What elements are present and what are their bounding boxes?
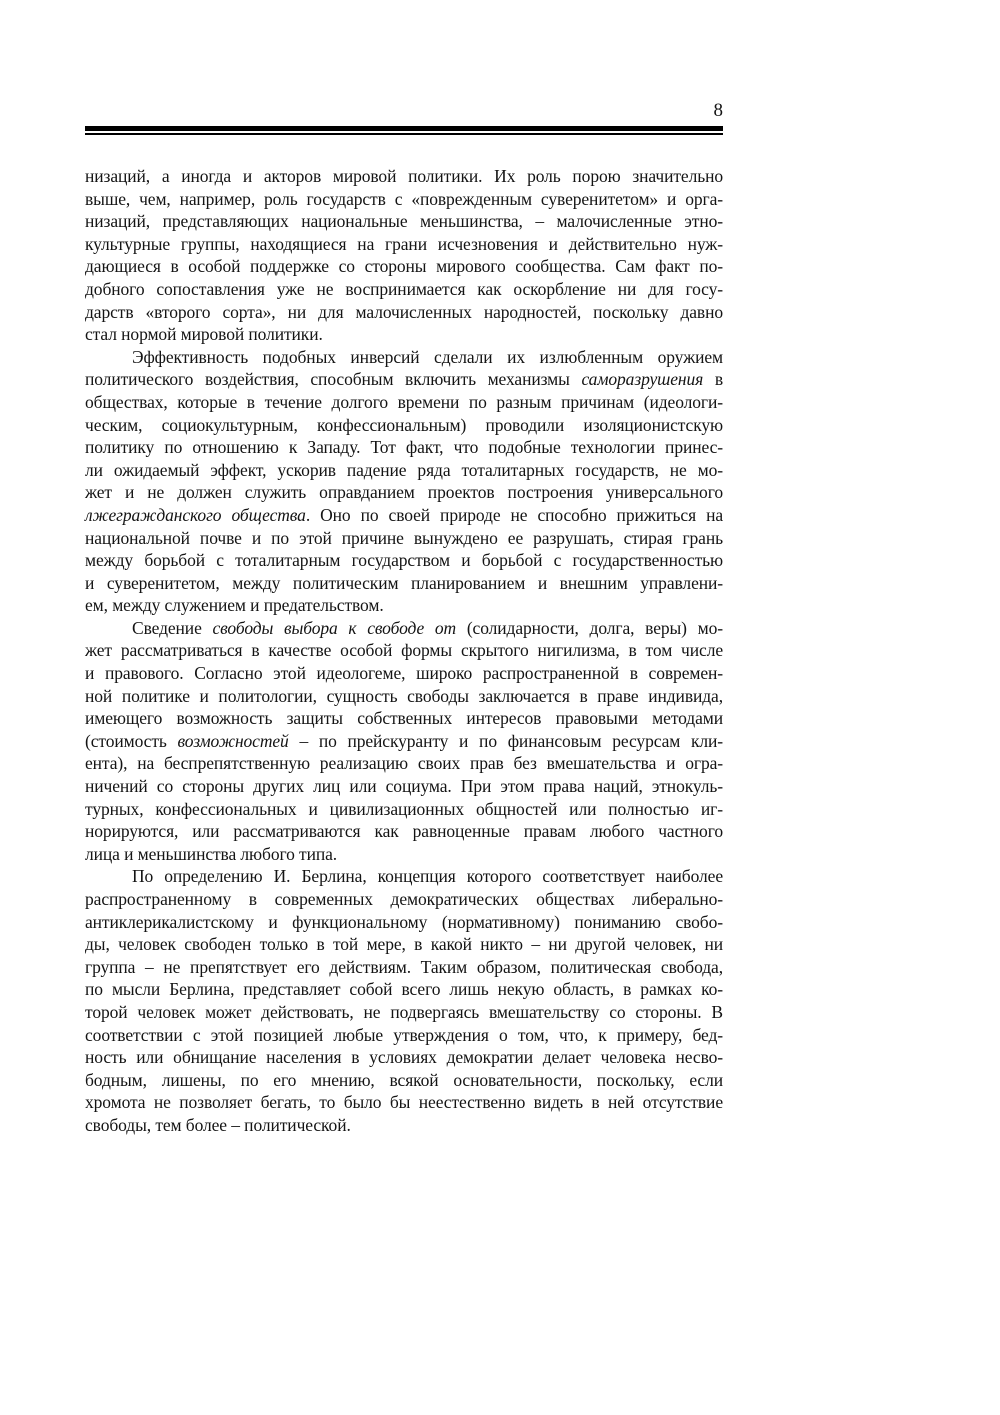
page-number: 8 — [713, 100, 723, 121]
text-line: турных, конфессиональных и цивилизационных общностей или полностью иг- — [85, 798, 723, 819]
text-line: (стоимость возможностей – по прейскуранту и по финансовым ресурсам кли- — [85, 730, 723, 751]
text-line: ничений со стороны других лиц или социума. При этом права наций, этнокуль- — [85, 776, 723, 797]
text-line: добного сопоставления уже не воспринимается как оскорбление ни для госу- — [85, 278, 723, 299]
text-line: стал нормой мировой политики. — [85, 324, 323, 345]
italic-text: возможностей — [177, 730, 289, 751]
text-line: бодным, лишены, по его мнению, всякой основательности, поскольку, если — [85, 1069, 723, 1090]
text-line: ли ожидаемый эффект, ускорив падение ряда тоталитарных государств, не мо- — [85, 459, 723, 480]
text-line: жет и не должен служить оправданием проектов построения универсального — [85, 482, 723, 503]
header-rule — [85, 126, 723, 135]
italic-text: саморазрушения — [581, 369, 704, 390]
text-line: свободы, тем более – политической. — [85, 1114, 351, 1135]
text-line: и суверенитетом, между политическим планированием и внешним управлени- — [85, 572, 723, 593]
page-content — [85, 0, 723, 1137]
paragraph — [85, 165, 723, 346]
text-line: и правового. Согласно этой идеологеме, широко распространенной в современ- — [85, 663, 723, 684]
paragraph — [85, 617, 723, 866]
text-line: политического воздействия, способным включить механизмы саморазрушения в — [85, 369, 723, 390]
text-line: лица и меньшинства любого типа. — [85, 843, 338, 864]
text-line: культурные группы, находящиеся на грани исчезновения и действительно нуж- — [85, 233, 723, 254]
text-line: дарств «второго сорта», ни для малочисленных народностей, поскольку давно — [85, 301, 723, 322]
text-line: хромота не позволяет бегать, то было бы неестественно видеть в ней отсутствие — [85, 1092, 723, 1113]
text-line: торой человек может действовать, не подвергаясь вмешательству со стороны. В — [85, 1001, 723, 1022]
text-line: выше, чем, например, роль государств с «поврежденным суверенитетом» и орга- — [85, 188, 723, 209]
text-line: политику по отношению к Западу. Тот факт, что подобные технологии принес- — [85, 437, 723, 458]
text-line: ной политике и политологии, сущность свободы заключается в праве индивида, — [85, 685, 723, 706]
text-line: национальной почве и по этой причине вынуждено ее разрушать, стирая грань — [85, 527, 723, 548]
text-line: обществах, которые в течение долгого времени по разным причинам (идеологи- — [85, 391, 723, 412]
italic-text: свободы выбора к свободе от — [212, 617, 457, 638]
text-line: между борьбой с тоталитарным государством и борьбой с государственностью — [85, 550, 723, 571]
text-line: Эффективность подобных инверсий сделали их излюбленным оружием — [132, 346, 723, 367]
header-rule-thick-line — [85, 126, 723, 131]
paragraph — [85, 865, 723, 1136]
text-line: лжегражданского общества. Оно по своей природе не способно прижиться на — [85, 504, 723, 525]
text-line: дающиеся в особой поддержке со стороны мирового сообщества. Сам факт по- — [85, 256, 723, 277]
italic-text: лжегражданского общества — [85, 504, 306, 525]
paragraph — [85, 346, 723, 617]
text-line: ность или обнищание населения в условиях демократии делает человека несво- — [85, 1047, 723, 1068]
text-line: антиклерикалистскому и функциональному (нормативному) пониманию свобо- — [85, 911, 723, 932]
text-line: По определению И. Берлина, концепция которого соответствует наиболее — [132, 866, 723, 887]
text-line: ческим, социокультурным, конфессиональным) проводили изоляционистскую — [85, 414, 723, 435]
text-line: жет рассматриваться в качестве особой формы скрытого нигилизма, в том числе — [85, 640, 723, 661]
text-line: ды, человек свободен только в той мере, в какой никто – ни другой человек, ни — [85, 934, 723, 955]
text-line: по мысли Берлина, представляет собой всего лишь некую область, в рамках ко- — [85, 979, 723, 1000]
text-line: Сведение свободы выбора к свободе от (солидарности, долга, веры) мо- — [132, 617, 724, 638]
text-line: имеющего возможность защиты собственных интересов правовыми методами — [85, 708, 723, 729]
header-rule-thin-line — [85, 133, 723, 135]
text-line: ем, между служением и предательством. — [85, 595, 384, 616]
text-line: низаций, а иногда и акторов мировой политики. Их роль порою значительно — [85, 166, 723, 186]
text-line: соответствии с этой позицией любые утверждения о том, что, к примеру, бед- — [85, 1024, 723, 1045]
body-text — [85, 165, 723, 1137]
text-line: норируются, или рассматриваются как равноценные правам любого частного — [85, 821, 723, 842]
text-line: группа – не препятствует его действиям. Таким образом, политическая свобода, — [85, 956, 723, 977]
text-line: низаций, представляющих национальные меньшинства, – малочисленные этно- — [85, 211, 723, 232]
text-line: ента), на беспрепятственную реализацию своих прав без вмешательства и огра- — [85, 753, 723, 774]
text-line: распространенному в современных демократических обществах либерально- — [85, 889, 723, 909]
